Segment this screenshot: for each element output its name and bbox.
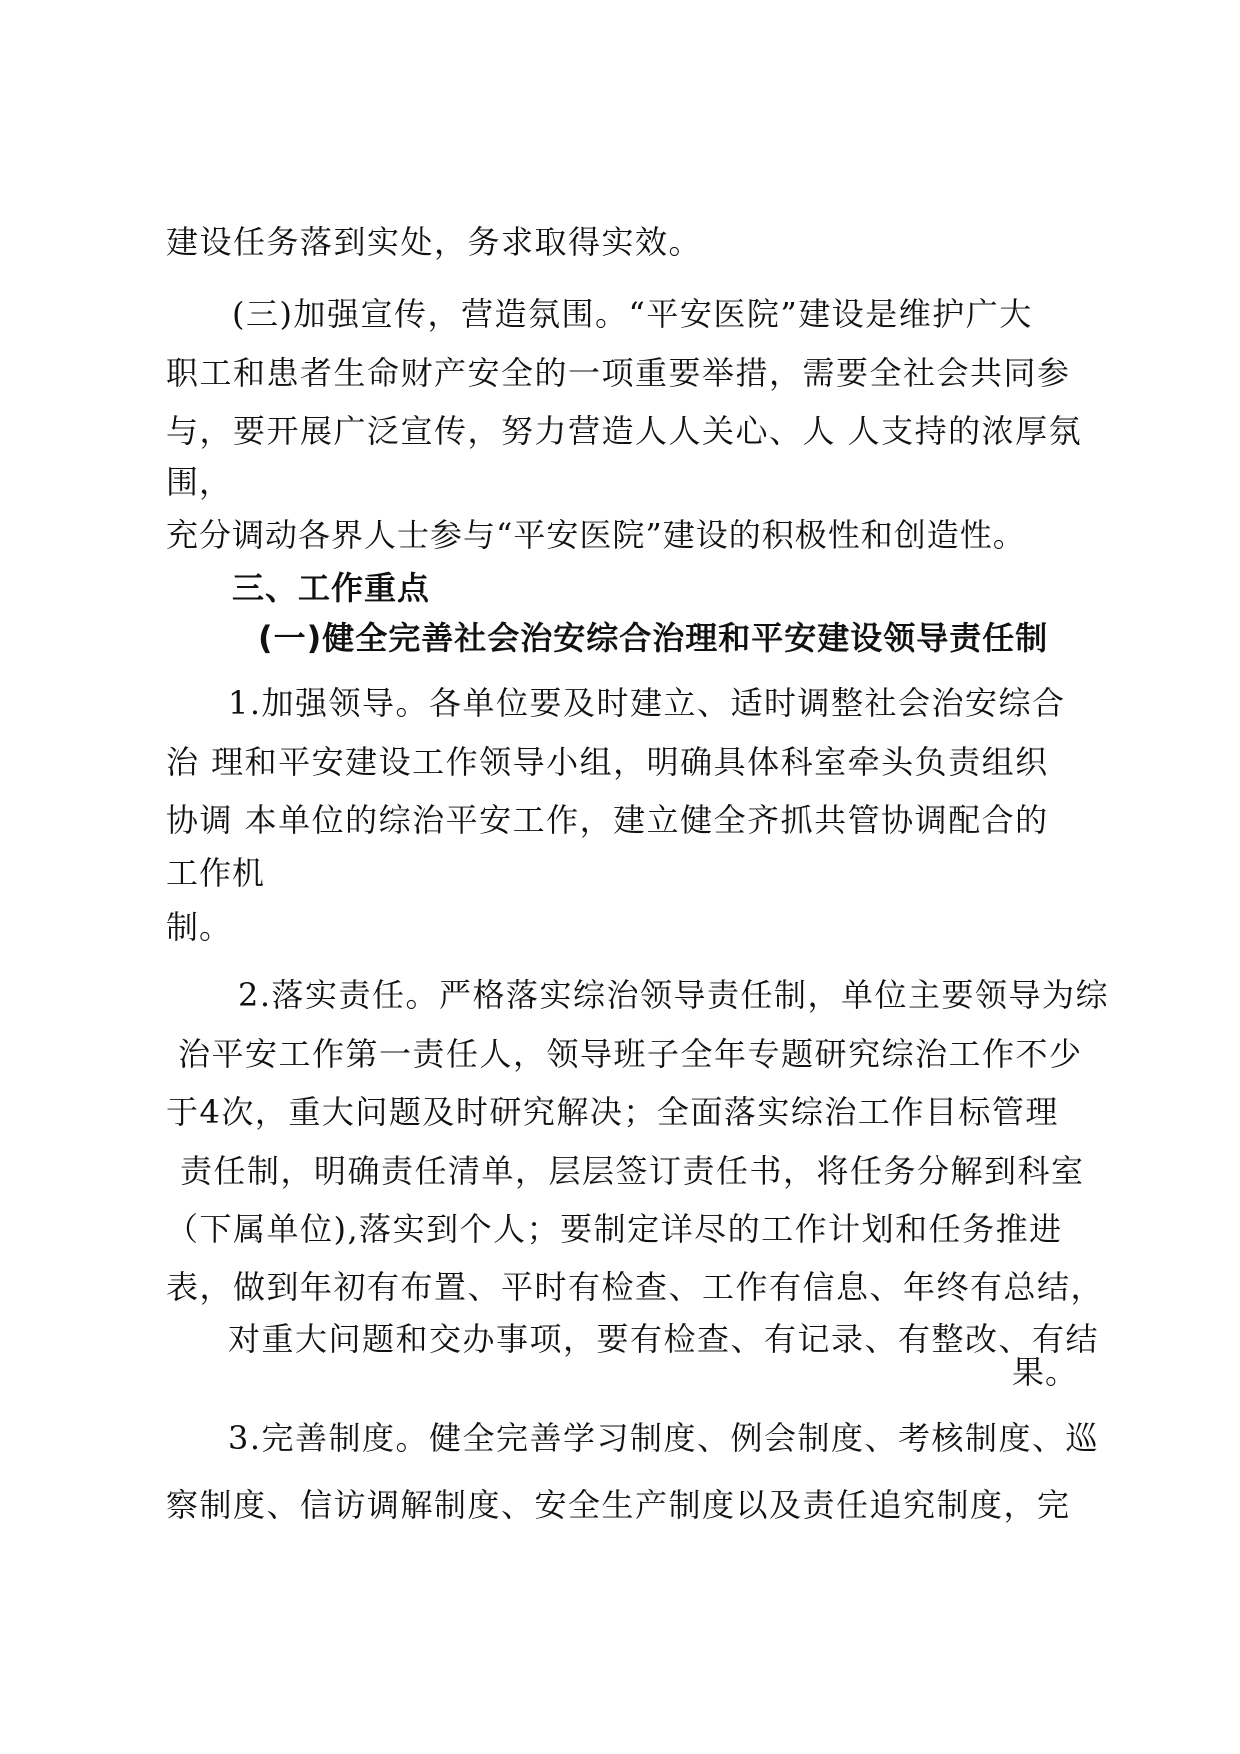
text-line: 1.加强领导。各单位要及时建立、适时调整社会治安综合 <box>228 684 1066 722</box>
text-line: 治平安工作第一责任人，领导班子全年专题研究综治工作不少 <box>178 1035 1083 1073</box>
text-line: (三)加强宣传，营造氛围。“平安医院”建设是维护广大 <box>232 295 1033 333</box>
section-heading: 三、工作重点 <box>232 569 431 607</box>
text-line: 表，做到年初有布置、平时有检查、工作有信息、年终有总结， <box>166 1268 1105 1306</box>
text-line: 对重大问题和交办事项，要有检查、有记录、有整改、有结 <box>228 1320 1100 1358</box>
text-line: 职工和患者生命财产安全的一项重要举措，需要全社会共同参 <box>166 354 1071 392</box>
text-line: 责任制，明确责任清单，层层签订责任书，将任务分解到科室 <box>180 1152 1085 1190</box>
text-line: 2.落实责任。严格落实综治领导责任制，单位主要领导为综 <box>238 976 1110 1014</box>
text-line: 工作机 <box>166 854 266 892</box>
subsection-heading: (一)健全完善社会治安综合治理和平安建设领导责任制 <box>258 619 1049 657</box>
text-line: 3.完善制度。健全完善学习制度、例会制度、考核制度、巡 <box>228 1419 1100 1457</box>
text-line: 与，要开展广泛宣传，努力营造人人关心、人 人支持的浓厚氛 <box>166 412 1083 450</box>
text-line: 围， <box>166 463 233 501</box>
text-line: 果。 <box>1012 1353 1079 1391</box>
text-line: 制。 <box>166 908 233 946</box>
text-line: 治 理和平安建设工作领导小组，明确具体科室牵头负责组织 <box>166 743 1049 781</box>
text-line: 察制度、信访调解制度、安全生产制度以及责任追究制度，完 <box>166 1486 1071 1524</box>
text-line: 建设任务落到实处，务求取得实效。 <box>166 223 703 261</box>
text-line: （下属单位),落实到个人；要制定详尽的工作计划和任务推进 <box>166 1210 1063 1248</box>
text-line: 于4次，重大问题及时研究解决；全面落实综治工作目标管理 <box>166 1093 1059 1131</box>
text-line: 协调 本单位的综治平安工作，建立健全齐抓共管协调配合的 <box>166 801 1049 839</box>
text-line: 充分调动各界人士参与“平安医院”建设的积极性和创造性。 <box>166 516 1026 554</box>
